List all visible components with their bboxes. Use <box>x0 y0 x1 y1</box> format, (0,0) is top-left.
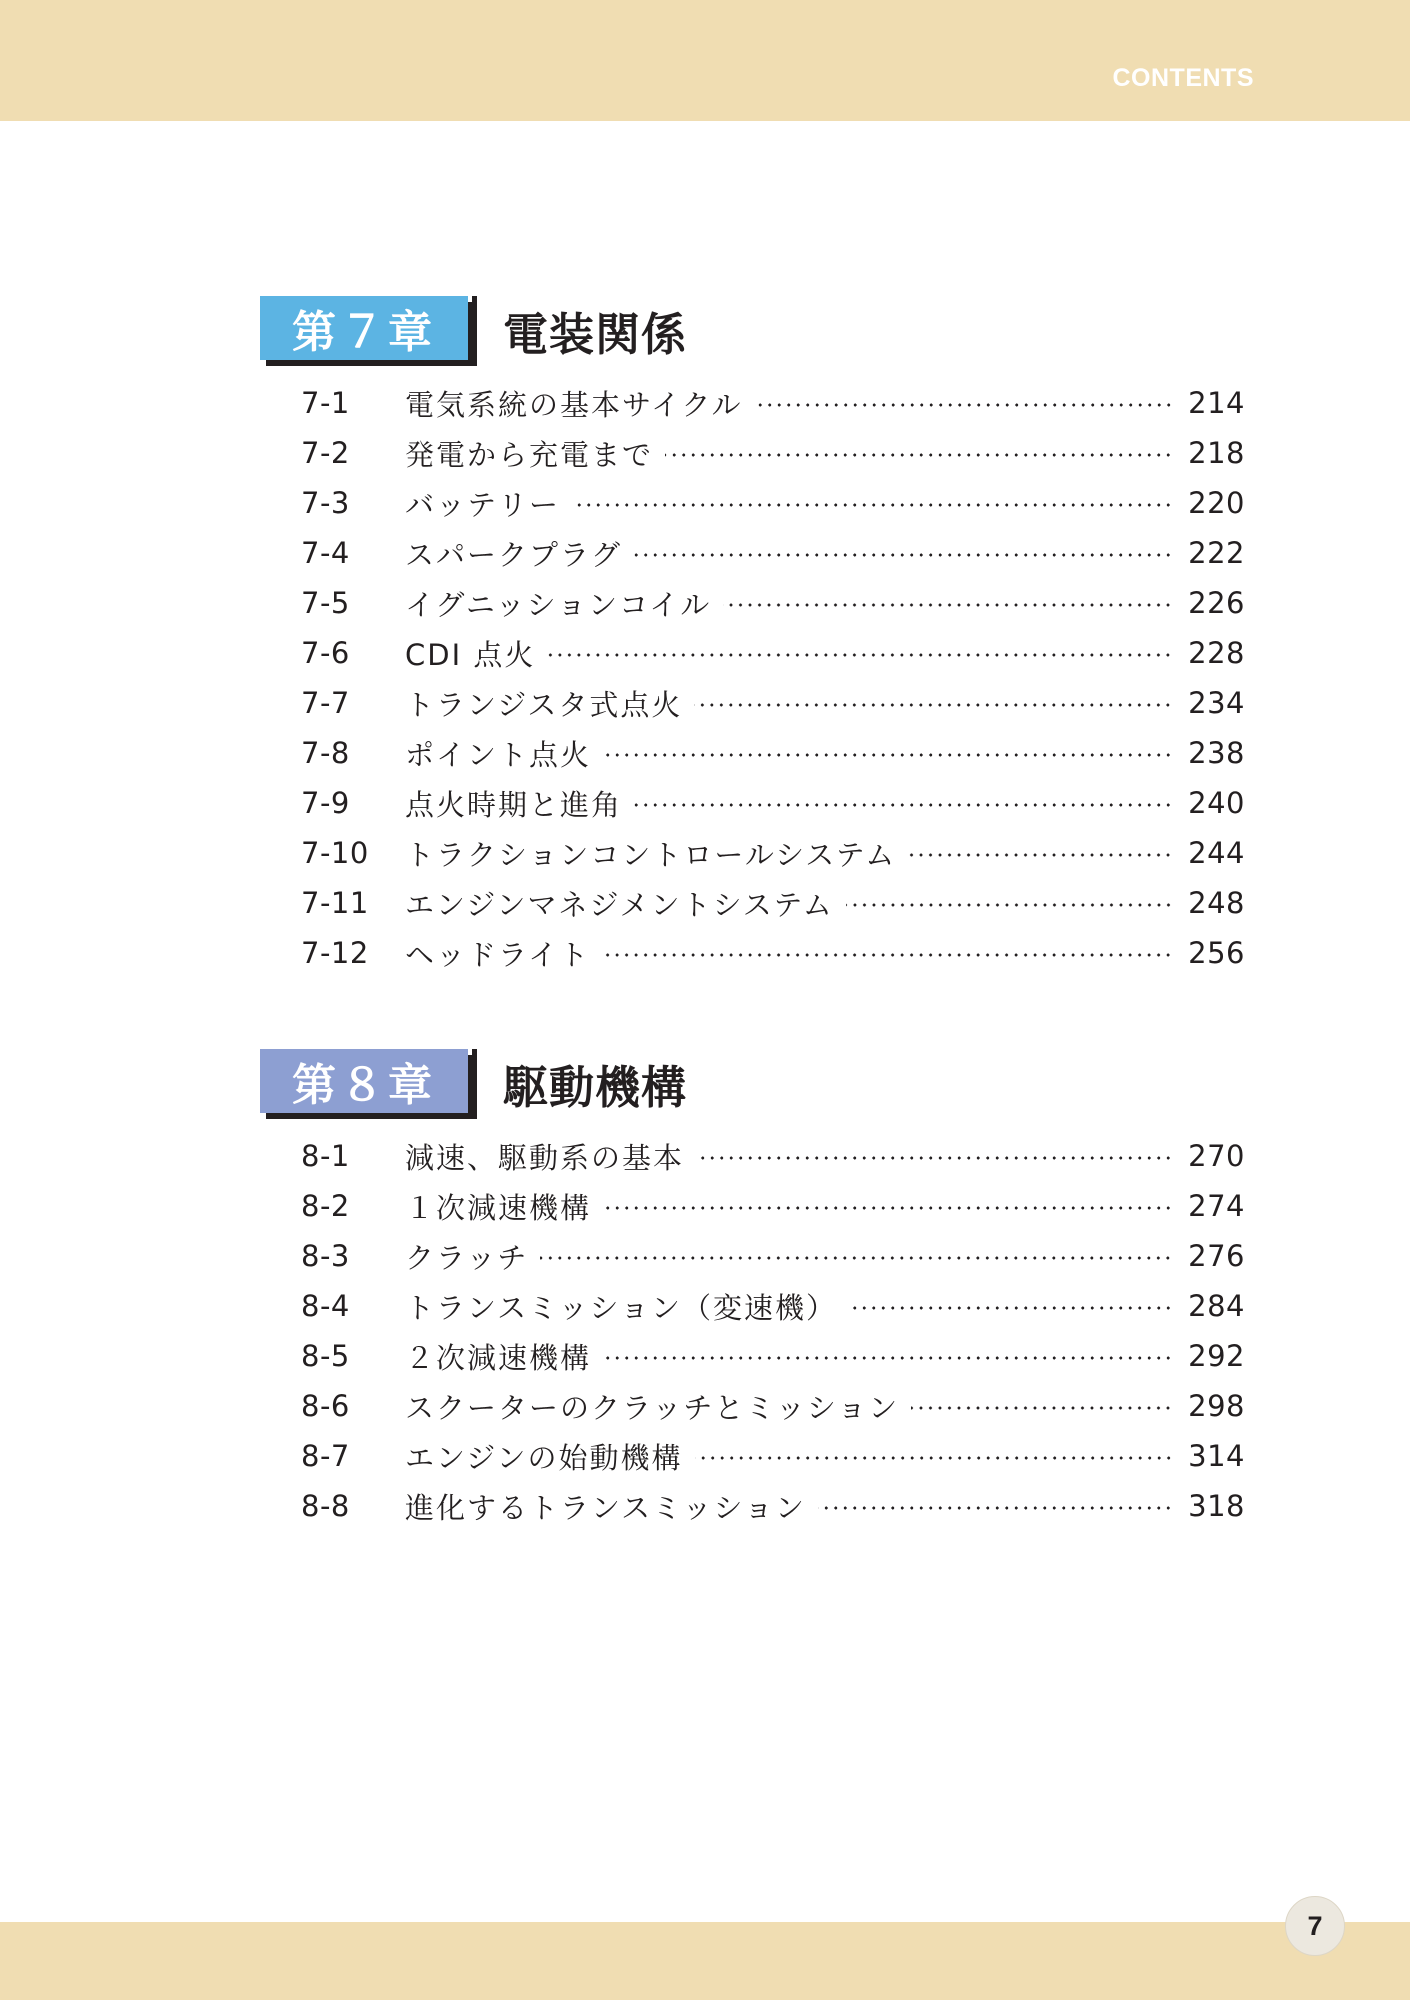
toc-entry[interactable] <box>260 478 1245 528</box>
toc-entry[interactable] <box>260 1131 1245 1181</box>
section-title-wrap <box>405 883 1173 924</box>
toc-entry[interactable] <box>260 1431 1245 1481</box>
dot-leader <box>849 1306 1173 1310</box>
section-title: スパークプラグ <box>405 537 623 572</box>
toc-entry[interactable] <box>260 1231 1245 1281</box>
section-page: 240 <box>1188 786 1245 820</box>
section-title-wrap <box>405 433 1173 474</box>
toc-entry[interactable] <box>260 878 1245 928</box>
section-number: 8-3 <box>301 1239 350 1273</box>
section-title-wrap <box>405 733 1173 774</box>
toc-entry[interactable] <box>260 728 1245 778</box>
section-number: 8-8 <box>301 1489 350 1523</box>
section-title-wrap <box>405 1486 1173 1527</box>
chapter-divider <box>472 1049 477 1119</box>
section-title: 減速、駆動系の基本 <box>405 1140 685 1175</box>
chapter-heading <box>260 296 1260 368</box>
toc-entry[interactable] <box>260 528 1245 578</box>
section-number: 7-2 <box>301 436 350 470</box>
section-page: 220 <box>1188 486 1245 520</box>
section-title: 発電から充電まで <box>405 437 654 472</box>
section-title: 電気系統の基本サイクル <box>405 387 743 422</box>
section-number: 7-1 <box>301 386 350 420</box>
toc-entry[interactable] <box>260 678 1245 728</box>
section-title: スクーターのクラッチとミッション <box>405 1390 900 1425</box>
toc-entry[interactable] <box>260 778 1245 828</box>
toc-entry[interactable] <box>260 378 1245 428</box>
section-title: トランスミッション（変速機） <box>405 1290 837 1325</box>
section-number: 7-10 <box>301 836 369 870</box>
section-title: １次減速機構 <box>405 1190 592 1225</box>
section-title-wrap <box>405 533 1173 574</box>
section-number: 8-7 <box>301 1439 350 1473</box>
toc-entry[interactable] <box>260 1181 1245 1231</box>
toc-entry[interactable] <box>260 1281 1245 1331</box>
dot-leader <box>547 653 1173 657</box>
section-page: 270 <box>1188 1139 1245 1173</box>
section-page: 234 <box>1188 686 1245 720</box>
chapter-heading <box>260 1049 1260 1121</box>
section-number: 7-7 <box>301 686 350 720</box>
section-number: 8-6 <box>301 1389 350 1423</box>
toc-list <box>260 378 1245 978</box>
section-title-wrap <box>405 483 1173 524</box>
section-number: 7-8 <box>301 736 350 770</box>
section-title: エンジンマネジメントシステム <box>405 887 834 922</box>
section-number: 7-11 <box>301 886 369 920</box>
section-title: イグニッションコイル <box>405 587 712 622</box>
section-title: ポイント点火 <box>405 737 592 772</box>
toc-entry[interactable] <box>260 1331 1245 1381</box>
chapter-8 <box>260 1049 1260 1525</box>
toc-entry[interactable] <box>260 628 1245 678</box>
section-title: トラクションコントロールシステム <box>405 837 897 872</box>
section-title-wrap <box>405 1386 1173 1427</box>
section-number: 7-4 <box>301 536 350 570</box>
section-title-wrap <box>405 1436 1173 1477</box>
toc-entry[interactable] <box>260 1481 1245 1531</box>
dot-leader <box>696 1156 1173 1160</box>
section-title-wrap <box>405 683 1173 724</box>
dot-leader <box>603 753 1173 757</box>
section-page: 238 <box>1188 736 1245 770</box>
chapter-number-box: 第８章 <box>260 1049 468 1113</box>
section-number: 8-4 <box>301 1289 350 1323</box>
section-title-wrap <box>405 383 1173 424</box>
dot-leader <box>540 1256 1173 1260</box>
dot-leader <box>603 1356 1173 1360</box>
chapter-title: 電装関係 <box>503 308 688 361</box>
dot-leader <box>694 703 1173 707</box>
section-page: 298 <box>1188 1389 1245 1423</box>
section-page: 248 <box>1188 886 1245 920</box>
section-title-wrap <box>405 833 1173 874</box>
dot-leader <box>911 1406 1173 1410</box>
section-title-wrap <box>405 1136 1173 1177</box>
section-title-wrap <box>405 583 1173 624</box>
toc-entry[interactable] <box>260 578 1245 628</box>
section-number: 7-6 <box>301 636 350 670</box>
section-title: 進化するトランスミッション <box>405 1490 806 1525</box>
section-title-wrap <box>405 1236 1173 1277</box>
dot-leader <box>908 853 1173 857</box>
section-number: 8-2 <box>301 1189 350 1223</box>
dot-leader <box>723 603 1173 607</box>
header-band <box>0 0 1410 121</box>
section-title: トランジスタ式点火 <box>405 687 683 722</box>
section-page: 256 <box>1188 936 1245 970</box>
toc-entry[interactable] <box>260 1381 1245 1431</box>
toc-entry[interactable] <box>260 928 1245 978</box>
footer-band <box>0 1922 1410 2000</box>
section-number: 8-5 <box>301 1339 350 1373</box>
section-title: エンジンの始動機構 <box>405 1440 683 1475</box>
dot-leader <box>665 453 1173 457</box>
section-title-wrap <box>405 633 1173 674</box>
dot-leader <box>602 953 1173 957</box>
section-number: 8-1 <box>301 1139 350 1173</box>
section-page: 318 <box>1188 1489 1245 1523</box>
section-title-wrap <box>405 1186 1173 1227</box>
dot-leader <box>818 1506 1173 1510</box>
toc-entry[interactable] <box>260 428 1245 478</box>
toc-list <box>260 1131 1245 1531</box>
section-page: 226 <box>1188 586 1245 620</box>
dot-leader <box>634 803 1173 807</box>
dot-leader <box>634 553 1173 557</box>
section-number: 7-5 <box>301 586 350 620</box>
section-page: 228 <box>1188 636 1245 670</box>
section-page: 214 <box>1188 386 1245 420</box>
page-number-badge: 7 <box>1285 1896 1345 1956</box>
dot-leader <box>755 403 1173 407</box>
dot-leader <box>846 903 1173 907</box>
section-title-wrap <box>405 783 1173 824</box>
section-title-wrap <box>405 1286 1173 1327</box>
section-title: ２次減速機構 <box>405 1340 592 1375</box>
dot-leader <box>695 1456 1173 1460</box>
section-title-wrap <box>405 1336 1173 1377</box>
section-title-wrap <box>405 933 1173 974</box>
chapter-divider <box>472 296 477 366</box>
section-page: 276 <box>1188 1239 1245 1273</box>
chapter-7 <box>260 296 1260 972</box>
section-page: 222 <box>1188 536 1245 570</box>
section-title: CDI 点火 <box>405 637 536 672</box>
section-title: クラッチ <box>405 1240 529 1275</box>
section-title: ヘッドライト <box>405 937 591 972</box>
dot-leader <box>603 1206 1173 1210</box>
section-page: 218 <box>1188 436 1245 470</box>
section-number: 7-3 <box>301 486 350 520</box>
contents-label: CONTENTS <box>1112 64 1254 92</box>
section-page: 292 <box>1188 1339 1245 1373</box>
dot-leader <box>572 503 1173 507</box>
section-page: 274 <box>1188 1189 1245 1223</box>
section-title: バッテリー <box>405 487 561 522</box>
section-number: 7-12 <box>301 936 369 970</box>
section-number: 7-9 <box>301 786 350 820</box>
section-page: 284 <box>1188 1289 1245 1323</box>
section-page: 244 <box>1188 836 1245 870</box>
section-page: 314 <box>1188 1439 1245 1473</box>
section-title: 点火時期と進角 <box>405 787 623 822</box>
chapter-title: 駆動機構 <box>503 1061 688 1114</box>
chapter-number-box: 第７章 <box>260 296 468 360</box>
toc-entry[interactable] <box>260 828 1245 878</box>
